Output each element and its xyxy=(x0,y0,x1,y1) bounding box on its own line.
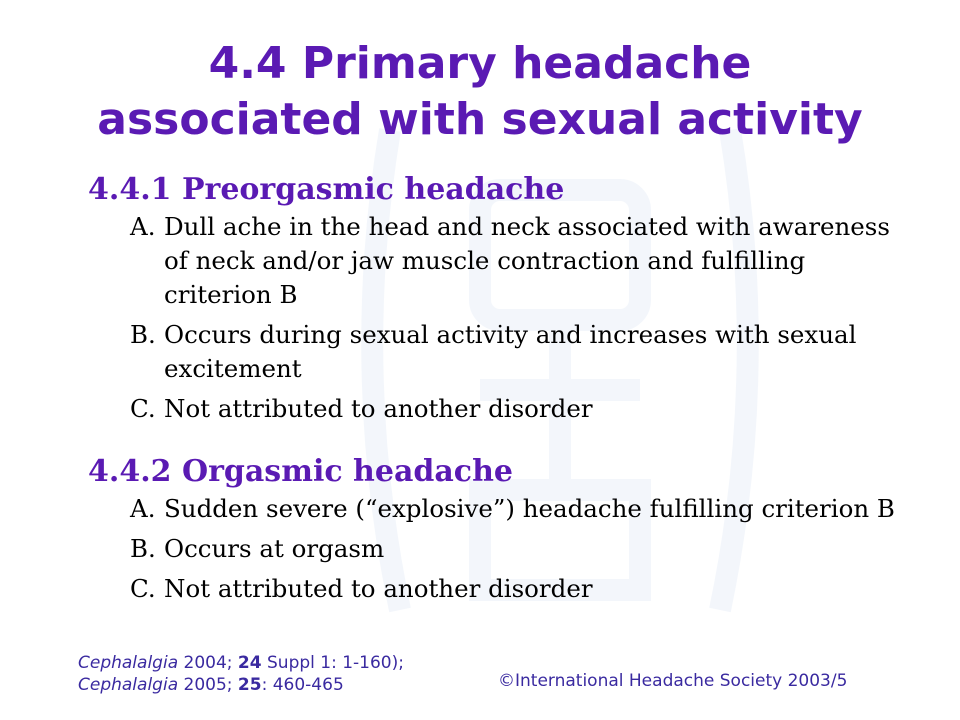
section-orgasmic xyxy=(88,452,908,612)
criterion-text: Occurs at orgasm xyxy=(164,534,385,563)
citation-volume: 25 xyxy=(237,675,262,695)
citation-volume: 24 xyxy=(237,653,262,673)
copyright-notice: ©International Headache Society 2003/5 xyxy=(498,671,848,691)
citation-line-2 xyxy=(78,674,404,696)
slide-title-line-2: associated with sexual activity xyxy=(97,94,863,145)
citation-line-1 xyxy=(78,652,404,674)
citation-pages: Suppl 1: 1-160); xyxy=(261,653,404,673)
criterion-item xyxy=(130,492,908,526)
criterion-text: Occurs during sexual activity and increases with sexual excitement xyxy=(164,320,857,383)
criterion-letter: C. xyxy=(130,394,156,423)
citation-journal: Cephalalgia xyxy=(78,675,179,695)
criterion-text: Dull ache in the head and neck associated with awareness of neck and/or jaw muscle contraction and fulfilling criterion B xyxy=(164,212,890,309)
citation xyxy=(78,652,404,696)
criterion-letter: B. xyxy=(130,320,156,349)
criteria-list xyxy=(88,492,908,606)
criterion-text: Not attributed to another disorder xyxy=(164,394,593,423)
section-heading: 4.4.1 Preorgasmic headache xyxy=(88,172,565,207)
criterion-item xyxy=(130,572,908,606)
criterion-letter: C. xyxy=(130,574,156,603)
section-heading: 4.4.2 Orgasmic headache xyxy=(88,454,513,489)
slide-title xyxy=(0,36,960,148)
section-preorgasmic xyxy=(88,170,908,432)
criterion-letter: A. xyxy=(130,494,156,523)
criterion-letter: B. xyxy=(130,534,156,563)
criterion-item xyxy=(130,532,908,566)
criterion-item xyxy=(130,392,908,426)
criterion-item xyxy=(130,318,908,386)
slide-title-line-1: 4.4 Primary headache xyxy=(208,38,752,89)
citation-pages: : 460-465 xyxy=(261,675,344,695)
citation-journal: Cephalalgia xyxy=(78,653,179,673)
criterion-text: Not attributed to another disorder xyxy=(164,574,593,603)
criterion-item xyxy=(130,210,908,312)
criterion-letter: A. xyxy=(130,212,156,241)
criterion-text: Sudden severe (“explosive”) headache fulfilling criterion B xyxy=(164,494,895,523)
citation-year: 2005; xyxy=(178,675,238,695)
citation-year: 2004; xyxy=(178,653,238,673)
criteria-list xyxy=(88,210,908,426)
